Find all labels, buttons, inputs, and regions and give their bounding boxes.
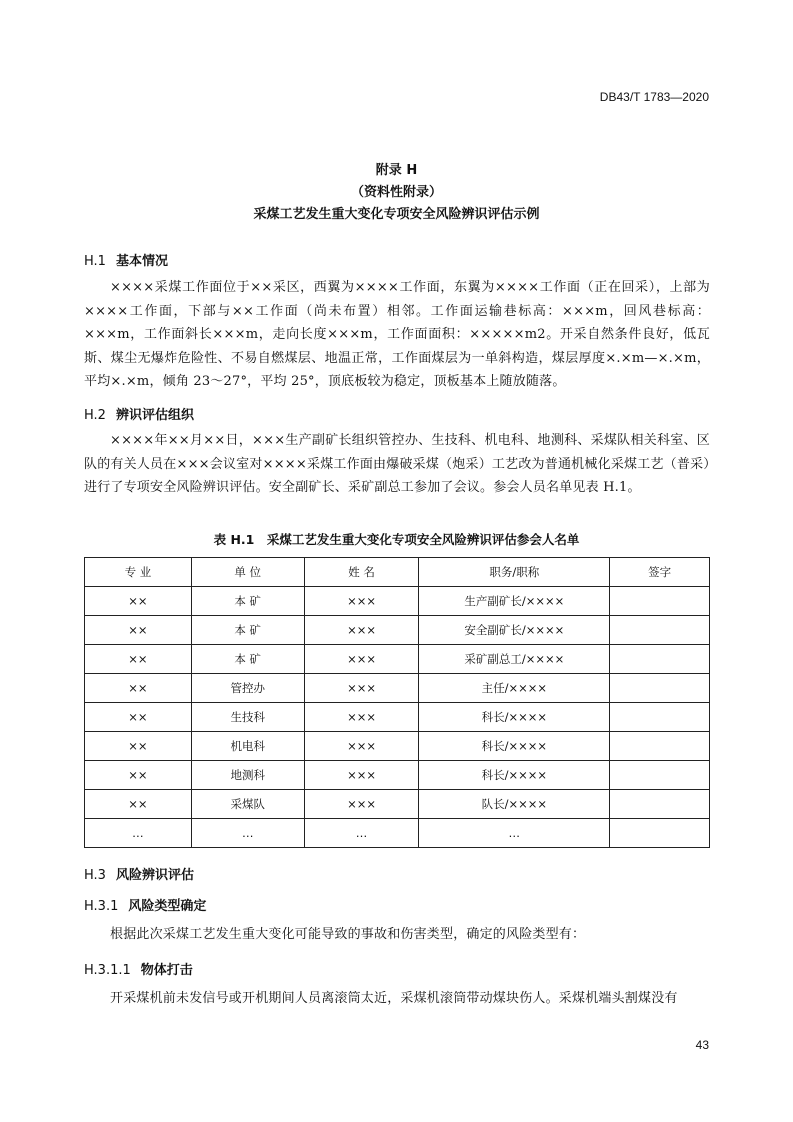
cell-name: ××× <box>304 587 419 616</box>
cell-signature <box>610 761 710 790</box>
appendix-type: （资料性附录） <box>350 185 442 200</box>
section-h3-heading <box>84 864 194 883</box>
cell-name: ××× <box>304 790 419 819</box>
cell-name: ××× <box>304 703 419 732</box>
cell-signature <box>610 819 710 848</box>
section-h1-heading <box>84 250 168 269</box>
page-number: 43 <box>695 1038 709 1052</box>
header-cell: 签字 <box>610 558 710 587</box>
table-row <box>85 674 710 703</box>
cell-specialty: ×× <box>85 674 192 703</box>
cell-unit: 本 矿 <box>191 645 304 674</box>
cell-signature <box>610 616 710 645</box>
section-h2-heading <box>84 404 194 423</box>
table-row <box>85 790 710 819</box>
cell-name: ××× <box>304 645 419 674</box>
cell-signature <box>610 732 710 761</box>
cell-unit: 采煤队 <box>191 790 304 819</box>
section-title: 物体打击 <box>140 963 193 978</box>
cell-signature <box>610 790 710 819</box>
header-cell: 专 业 <box>85 558 192 587</box>
cell-signature <box>610 674 710 703</box>
cell-specialty: ×× <box>85 761 192 790</box>
cell-unit: 地测科 <box>191 761 304 790</box>
cell-name: ××× <box>304 674 419 703</box>
cell-name: ××× <box>304 616 419 645</box>
appendix-label: 附录 H <box>375 163 418 178</box>
section-number: H.1 <box>84 254 106 269</box>
appendix-title: 采煤工艺发生重大变化专项安全风险辨识评估示例 <box>253 207 540 222</box>
cell-position: … <box>419 819 610 848</box>
cell-position: 队长/×××× <box>419 790 610 819</box>
table-row <box>85 761 710 790</box>
cell-specialty: ×× <box>85 587 192 616</box>
section-h1-text: ××××采煤工作面位于××采区，西翼为××××工作面，东翼为××××工作面（正在回采），上部为××××工作面，下部与××工作面（尚未布置）相邻。工作面运输巷标高：×××m，回风巷标高：×××m，工作面斜长×××m，走向长度×××m，工作面面积：×××××m2。开采自然条件良好，低瓦斯、煤尘无爆炸危险性、不易自燃煤层、地温正常，工作面煤层为一单斜构造，煤层厚度×.×m—×.×m，平均×.×m，倾角 23～27°，平均 25°，顶底板较为稳定，顶板基本上随放随落。 <box>84 280 710 389</box>
cell-specialty: … <box>85 819 192 848</box>
table-row <box>85 645 710 674</box>
section-h31-text: 根据此次采煤工艺发生重大变化可能导致的事故和伤害类型，确定的风险类型有： <box>110 927 586 942</box>
section-h2-text: ××××年××月××日，×××生产副矿长组织管控办、生技科、机电科、地测科、采煤队相关科室、区队的有关人员在×××会议室对××××采煤工作面由爆破采煤（炮采）工艺改为普通机械化采煤工艺（普采）进行了专项安全风险辨识评估。安全副矿长、采矿副总工参加了会议。参会人员名单见表 H.1。 <box>84 433 710 495</box>
cell-unit: 管控办 <box>191 674 304 703</box>
section-title: 辨识评估组织 <box>115 408 194 423</box>
cell-position: 采矿副总工/×××× <box>419 645 610 674</box>
cell-signature <box>610 645 710 674</box>
cell-unit: 机电科 <box>191 732 304 761</box>
cell-specialty: ×× <box>85 732 192 761</box>
section-number: H.3.1 <box>84 899 119 914</box>
cell-specialty: ×× <box>85 703 192 732</box>
cell-specialty: ×× <box>85 616 192 645</box>
cell-unit: 本 矿 <box>191 587 304 616</box>
section-number: H.2 <box>84 408 106 423</box>
document-code: DB43/T 1783—2020 <box>599 90 709 104</box>
cell-position: 安全副矿长/×××× <box>419 616 610 645</box>
cell-signature <box>610 703 710 732</box>
cell-unit: 本 矿 <box>191 616 304 645</box>
section-number: H.3.1.1 <box>84 963 131 978</box>
cell-specialty: ×× <box>85 645 192 674</box>
table-row <box>85 732 710 761</box>
cell-position: 主任/×××× <box>419 674 610 703</box>
cell-name: ××× <box>304 732 419 761</box>
appendix-heading <box>0 160 793 226</box>
cell-name: … <box>304 819 419 848</box>
table-row <box>85 616 710 645</box>
cell-position: 科长/×××× <box>419 703 610 732</box>
table-caption: 表 H.1 采煤工艺发生重大变化专项安全风险辨识评估参会人名单 <box>213 532 580 547</box>
header-cell: 单 位 <box>191 558 304 587</box>
section-title: 风险类型确定 <box>128 899 207 914</box>
section-title: 基本情况 <box>115 254 168 269</box>
header-cell: 姓 名 <box>304 558 419 587</box>
cell-unit: … <box>191 819 304 848</box>
section-h311-heading <box>84 959 193 978</box>
cell-unit: 生技科 <box>191 703 304 732</box>
attendee-table <box>84 557 710 848</box>
table-header-row <box>85 558 710 587</box>
cell-name: ××× <box>304 761 419 790</box>
section-number: H.3 <box>84 868 106 883</box>
section-title: 风险辨识评估 <box>115 868 194 883</box>
section-h311-text: 开采煤机前未发信号或开机期间人员离滚筒太近，采煤机滚筒带动煤块伤人。采煤机端头割煤没有 <box>110 991 678 1006</box>
cell-signature <box>610 587 710 616</box>
table-row <box>85 819 710 848</box>
table-row <box>85 587 710 616</box>
header-cell: 职务/职称 <box>419 558 610 587</box>
cell-position: 科长/×××× <box>419 732 610 761</box>
cell-position: 生产副矿长/×××× <box>419 587 610 616</box>
section-h31-heading <box>84 895 206 914</box>
table-row <box>85 703 710 732</box>
cell-position: 科长/×××× <box>419 761 610 790</box>
cell-specialty: ×× <box>85 790 192 819</box>
